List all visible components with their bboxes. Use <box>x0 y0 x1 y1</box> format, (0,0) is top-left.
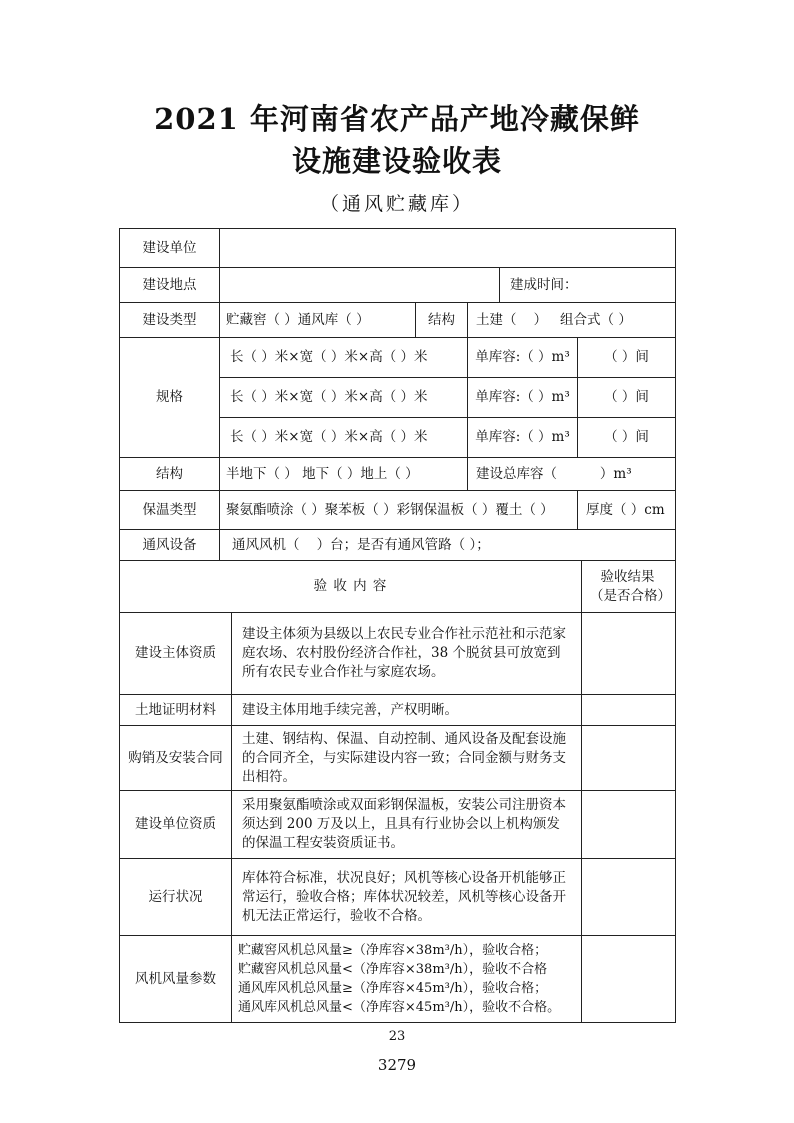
label-construction-site: 建设地点 <box>142 276 197 293</box>
result-cell-land-certificate[interactable] <box>582 695 675 725</box>
document-subtitle: （通风贮藏库） <box>319 193 474 215</box>
result-cell-fan-air-volume[interactable] <box>582 936 675 1022</box>
insulation-thickness[interactable]: 厚度（ ）cm <box>586 501 665 518</box>
label-construction-unit: 建设单位 <box>142 239 197 256</box>
inspection-content-header: 验 收 内 容 <box>313 578 388 594</box>
fan-volume-line: 贮藏窖风机总风量<（净库容×38m³/h），验收不合格 <box>238 962 548 977</box>
inspection-result-header: 验收结果（是否合格） <box>590 568 671 604</box>
spec-dimensions-2[interactable]: 长（ ）米×宽（ ）米×高（ ）米 <box>230 389 428 405</box>
item-content-land-certificate: 建设主体用地手续完善，产权明晰。 <box>242 701 458 718</box>
item-content-subject-qualification: 建设主体须为县级以上农民专业合作社示范社和示范家庭农场、农村股份经济合作社，38 个脱贫县可放宽到所有农民专业合作社与家庭农场。 <box>242 626 566 680</box>
label-specification: 规格 <box>156 389 183 405</box>
item-label-fan-air-volume: 风机风量参数 <box>135 970 216 987</box>
fan-volume-line: 通风库风机总风量≥（净库容×45m³/h），验收合格； <box>238 981 548 996</box>
item-label-purchase-contract: 购销及安装合同 <box>128 749 223 766</box>
result-cell-subject-qualification[interactable] <box>582 613 675 694</box>
item-label-land-certificate: 土地证明材料 <box>135 701 216 718</box>
item-label-contractor-qualification: 建设单位资质 <box>135 816 216 832</box>
item-content-contractor-qualification: 采用聚氨酯喷涂或双面彩钢保温板，安装公司注册资本须达到 200 万及以上，且具有行业协会以上机构颁发的保温工程安装资质证书。 <box>242 797 566 851</box>
item-label-operation-status: 运行状况 <box>148 888 203 905</box>
label-insulation-type: 保温类型 <box>142 501 197 518</box>
ventilation-equipment-field[interactable]: 通风风机（ ）台；是否有通风管路（ ）； <box>232 536 490 553</box>
spec-capacity-1[interactable]: 单库容:（ ）m³ <box>475 349 570 365</box>
document-title-line2: 设施建设验收表 <box>291 144 502 178</box>
label-structure-level: 结构 <box>156 465 183 482</box>
spec-rooms-3[interactable]: （ ）间 <box>604 429 649 445</box>
fan-volume-line: 通风库风机总风量<（净库容×45m³/h），验收不合格。 <box>238 1000 561 1015</box>
page-number: 23 <box>388 1029 406 1044</box>
spec-dimensions-1[interactable]: 长（ ）米×宽（ ）米×高（ ）米 <box>230 349 428 365</box>
insulation-options[interactable]: 聚氨酯喷涂（ ）聚苯板（ ）彩钢保温板（ ）覆土（ ） <box>226 501 554 518</box>
item-content-purchase-contract: 土建、钢结构、保温、自动控制、通风设备及配套设施的合同齐全，与实际建设内容一致；合同金额与财务支出相符。 <box>242 730 566 785</box>
item-label-subject-qualification: 建设主体资质 <box>135 645 216 661</box>
document-title-line1: 2021 年河南省农产品产地冷藏保鲜 <box>154 102 640 136</box>
spec-capacity-3[interactable]: 单库容:（ ）m³ <box>475 429 570 445</box>
structure-options[interactable]: 土建（ ） 组合式（ ） <box>476 311 632 328</box>
result-cell-contractor-qualification[interactable] <box>582 791 675 858</box>
result-cell-operation-status[interactable] <box>582 859 675 935</box>
label-structure: 结构 <box>428 311 455 328</box>
completion-time-label: 建成时间： <box>510 276 578 293</box>
spec-rooms-1[interactable]: （ ）间 <box>604 349 649 365</box>
fan-volume-line: 贮藏窖风机总风量≥（净库容×38m³/h），验收合格； <box>238 943 548 958</box>
spec-rooms-2[interactable]: （ ）间 <box>604 389 649 405</box>
construction-site-field[interactable] <box>220 268 499 302</box>
total-capacity-field[interactable]: 建设总库容（ ）m³ <box>476 465 632 482</box>
structure-level-options[interactable]: 半地下（ ） 地下（ ）地上（ ） <box>226 465 419 482</box>
label-construction-type: 建设类型 <box>142 311 197 328</box>
page-code: 3279 <box>377 1056 417 1074</box>
spec-capacity-2[interactable]: 单库容:（ ）m³ <box>475 389 570 405</box>
spec-dimensions-3[interactable]: 长（ ）米×宽（ ）米×高（ ）米 <box>230 429 428 445</box>
construction-unit-field[interactable] <box>220 229 675 267</box>
construction-type-options[interactable]: 贮藏窖（ ）通风库（ ） <box>226 311 370 328</box>
item-content-fan-air-volume <box>238 936 581 1022</box>
item-content-operation-status: 库体符合标准，状况良好；风机等核心设备开机能够正常运行，验收合格；库体状况较差，风机等核心设备开机无法正常运行，验收不合格。 <box>242 869 566 924</box>
result-cell-purchase-contract[interactable] <box>582 726 675 790</box>
label-ventilation-equipment: 通风设备 <box>142 536 197 553</box>
